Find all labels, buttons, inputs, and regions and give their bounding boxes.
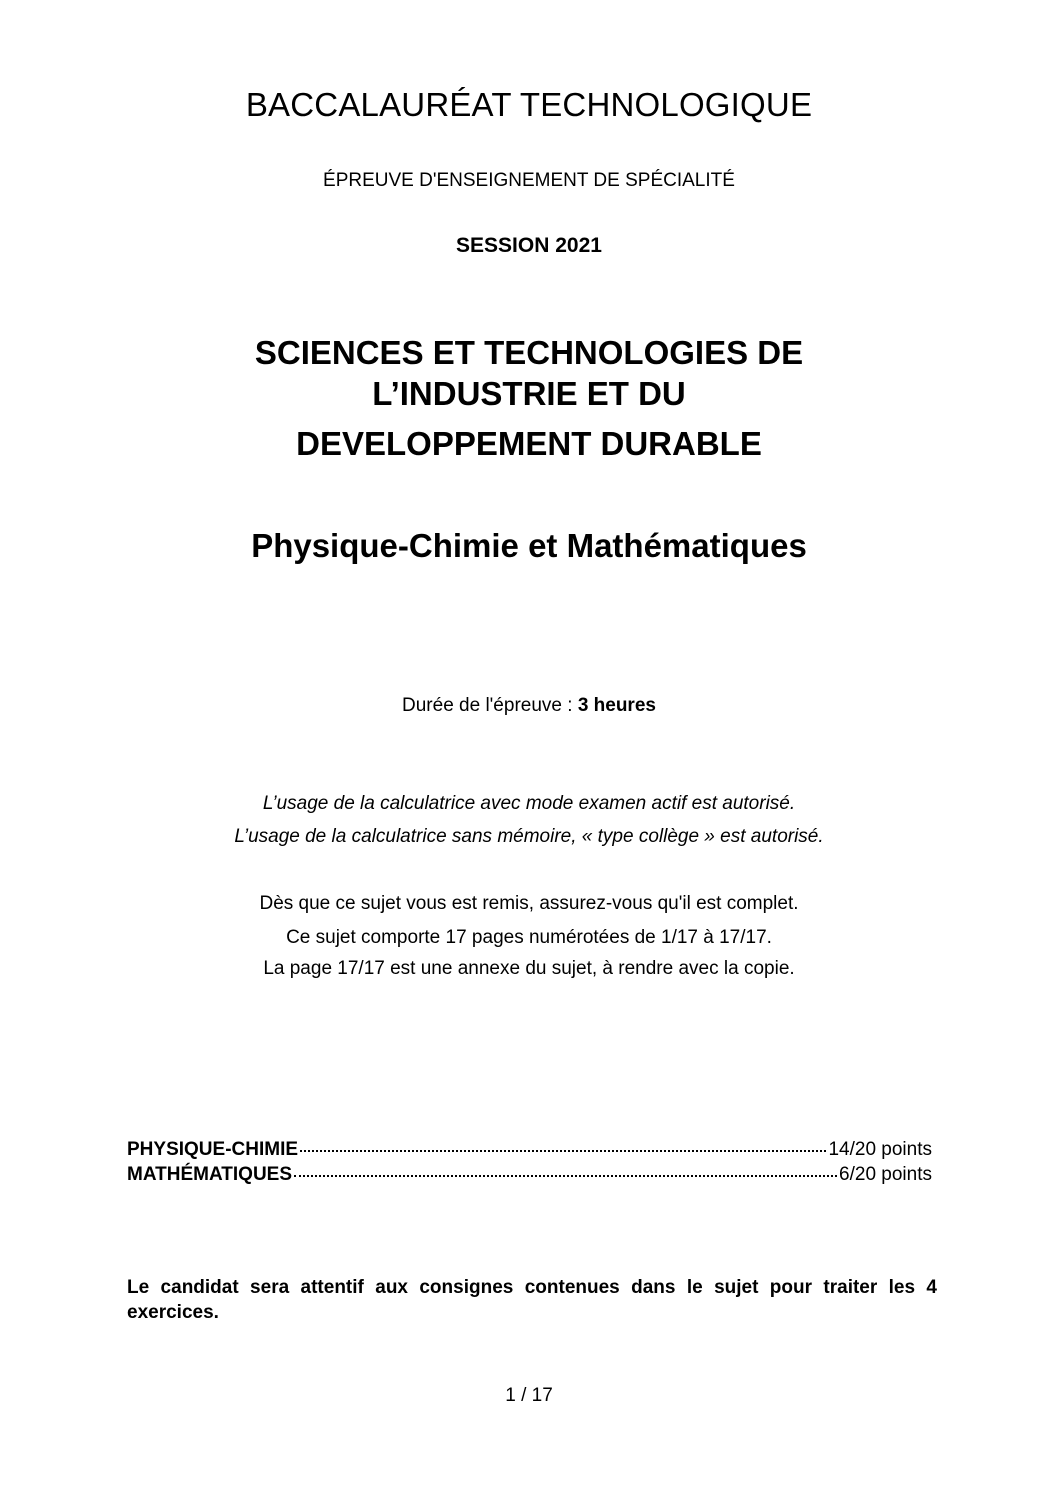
title-line-1: SCIENCES ET TECHNOLOGIES DE bbox=[254, 334, 804, 371]
points-row-maths bbox=[127, 1164, 932, 1186]
points-value: 6/20 points bbox=[839, 1164, 932, 1185]
subject-title: Physique-Chimie et Mathématiques bbox=[251, 527, 807, 564]
exam-name: BACCALAURÉAT TECHNOLOGIQUE bbox=[245, 86, 813, 123]
calculator-rule-1: L’usage de la calculatrice avec mode examen actif est autorisé. bbox=[262, 793, 796, 814]
session-label: SESSION 2021 bbox=[456, 234, 602, 257]
points-value: 14/20 points bbox=[828, 1139, 932, 1160]
points-label: MATHÉMATIQUES bbox=[127, 1164, 293, 1185]
epreuve-type: ÉPREUVE D'ENSEIGNEMENT DE SPÉCIALITÉ bbox=[323, 170, 735, 191]
title-line-3: DEVELOPPEMENT DURABLE bbox=[296, 425, 762, 462]
instruction-line-3: La page 17/17 est une annexe du sujet, à rendre avec la copie. bbox=[263, 958, 795, 979]
title-line-2: L’INDUSTRIE ET DU bbox=[372, 375, 686, 412]
duration-label: Durée de l'épreuve : bbox=[402, 695, 578, 716]
instruction-line-1: Dès que ce sujet vous est remis, assurez-vous qu'il est complet. bbox=[259, 893, 799, 914]
instruction-line-2: Ce sujet comporte 17 pages numérotées de 1/17 à 17/17. bbox=[286, 927, 772, 948]
duration-value: 3 heures bbox=[577, 695, 656, 716]
page-number: 1 / 17 bbox=[505, 1385, 553, 1406]
points-label: PHYSIQUE-CHIMIE bbox=[127, 1139, 299, 1160]
dot-leader bbox=[294, 1175, 837, 1177]
points-row-physique bbox=[127, 1139, 932, 1161]
duration bbox=[0, 695, 1058, 717]
candidate-instruction: Le candidat sera attentif aux consignes contenues dans le sujet pour traiter les 4 exercices. bbox=[127, 1277, 937, 1323]
calculator-rule-2: L’usage de la calculatrice sans mémoire, « type collège » est autorisé. bbox=[234, 826, 824, 847]
dot-leader bbox=[300, 1150, 826, 1152]
